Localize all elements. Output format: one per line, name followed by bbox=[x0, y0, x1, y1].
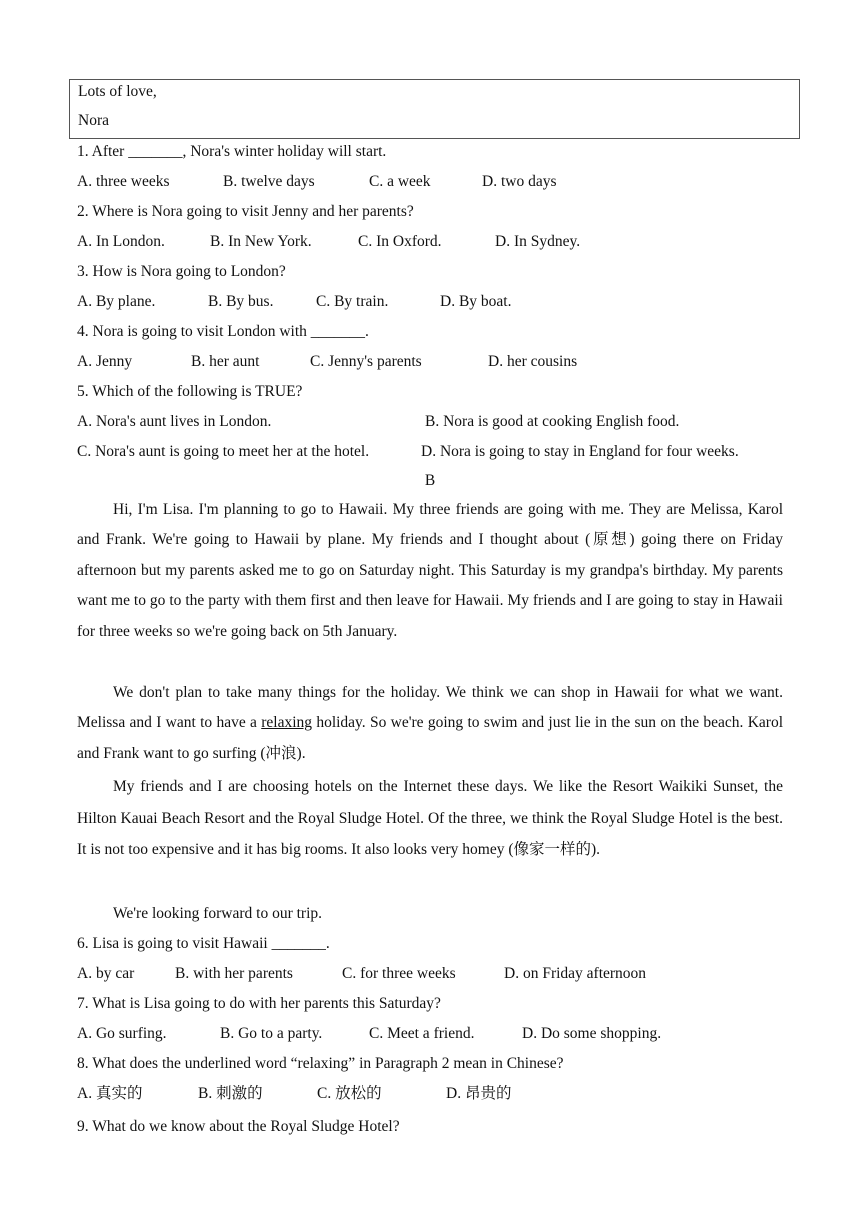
question-3-options bbox=[77, 292, 800, 312]
question-8-stem: 8. What does the underlined word “relaxing” in Paragraph 2 mean in Chinese? bbox=[77, 1055, 564, 1072]
question-7-stem: 7. What is Lisa going to do with her parents this Saturday? bbox=[77, 995, 441, 1012]
q6-option-b: B. with her parents bbox=[175, 965, 293, 982]
question-6-stem: 6. Lisa is going to visit Hawaii _______. bbox=[77, 935, 330, 952]
section-b-heading: B bbox=[424, 472, 436, 489]
q7-option-a: A. Go surfing. bbox=[77, 1025, 167, 1042]
question-7-options bbox=[77, 1024, 800, 1044]
letter-signature: Nora bbox=[78, 112, 109, 129]
q1-option-d: D. two days bbox=[482, 173, 557, 190]
question-4-stem: 4. Nora is going to visit London with _______. bbox=[77, 323, 369, 340]
question-9-stem: 9. What do we know about the Royal Sludge Hotel? bbox=[77, 1118, 400, 1135]
q7-option-c: C. Meet a friend. bbox=[369, 1025, 475, 1042]
letter-signoff: Lots of love, bbox=[78, 83, 157, 100]
question-5-options-row1 bbox=[77, 412, 800, 432]
q8-option-d: D. 昂贵的 bbox=[446, 1085, 512, 1102]
q8-option-c: C. 放松的 bbox=[317, 1085, 382, 1102]
q5-option-a: A. Nora's aunt lives in London. bbox=[77, 413, 272, 430]
q5-option-c: C. Nora's aunt is going to meet her at the hotel. bbox=[77, 443, 370, 460]
paragraph-2-text-start: We don't plan to take many things for the holiday. We think we can shop in Hawaii for what we want. Melissa and I want to have a bbox=[77, 684, 783, 732]
q4-option-c: C. Jenny's parents bbox=[310, 353, 422, 370]
q7-option-b: B. Go to a party. bbox=[220, 1025, 323, 1042]
question-1-options bbox=[77, 172, 800, 192]
passage-paragraph-1: Hi, I'm Lisa. I'm planning to go to Hawaii. My three friends are going with me. They are Melissa, Karol and Frank. We're going to Hawaii by plane. My friends and I thought about (原想) going there on Friday afternoon but my parents asked me to go on Saturday night. This Saturday is my grandpa's birthday. My parents want me to go to the party with them first and then leave for Hawaii. My friends and I are going to stay in Hawaii for three weeks so we're going back on 5th January. bbox=[77, 501, 783, 640]
q1-option-b: B. twelve days bbox=[223, 173, 315, 190]
q3-option-a: A. By plane. bbox=[77, 293, 156, 310]
q5-option-d: D. Nora is going to stay in England for four weeks. bbox=[421, 443, 739, 460]
q2-option-d: D. In Sydney. bbox=[495, 233, 581, 250]
question-4-options bbox=[77, 352, 800, 372]
q4-option-a: A. Jenny bbox=[77, 353, 133, 370]
q1-option-a: A. three weeks bbox=[77, 173, 170, 190]
q2-option-a: A. In London. bbox=[77, 233, 165, 250]
q3-option-c: C. By train. bbox=[316, 293, 389, 310]
passage-paragraph-3: My friends and I are choosing hotels on the Internet these days. We like the Resort Waikiki Sunset, the Hilton Kauai Beach Resort and the Royal Sludge Hotel. Of the three, we think the Royal Sludge Hotel is the best. It is not too expensive and it has big rooms. It also looks very homey (像家一样的). bbox=[77, 778, 783, 858]
q1-option-c: C. a week bbox=[369, 173, 431, 190]
question-3-stem: 3. How is Nora going to London? bbox=[77, 263, 286, 280]
passage-paragraph-4: We're looking forward to our trip. bbox=[113, 905, 323, 922]
q3-option-b: B. By bus. bbox=[208, 293, 274, 310]
question-1-stem: 1. After _______, Nora's winter holiday will start. bbox=[77, 143, 387, 160]
passage-paragraph-2 bbox=[77, 678, 783, 769]
q8-option-a: A. 真实的 bbox=[77, 1085, 143, 1102]
q3-option-d: D. By boat. bbox=[440, 293, 512, 310]
letter-closing-box bbox=[69, 79, 800, 139]
question-6-options bbox=[77, 964, 800, 984]
question-2-options bbox=[77, 232, 800, 252]
q2-option-b: B. In New York. bbox=[210, 233, 312, 250]
question-8-options bbox=[77, 1084, 800, 1104]
q4-option-d: D. her cousins bbox=[488, 353, 578, 370]
question-5-stem: 5. Which of the following is TRUE? bbox=[77, 383, 303, 400]
q6-option-d: D. on Friday afternoon bbox=[504, 965, 647, 982]
question-2-stem: 2. Where is Nora going to visit Jenny and her parents? bbox=[77, 203, 414, 220]
q5-option-b: B. Nora is good at cooking English food. bbox=[425, 413, 680, 430]
q2-option-c: C. In Oxford. bbox=[358, 233, 442, 250]
q8-option-b: B. 刺激的 bbox=[198, 1085, 263, 1102]
q7-option-d: D. Do some shopping. bbox=[522, 1025, 662, 1042]
q6-option-c: C. for three weeks bbox=[342, 965, 456, 982]
q4-option-b: B. her aunt bbox=[191, 353, 260, 370]
question-5-options-row2 bbox=[77, 442, 800, 462]
q6-option-a: A. by car bbox=[77, 965, 135, 982]
paragraph-2-text-end: holiday. So we're going to swim and just lie in the sun on the beach. Karol and Frank want to go surfing (冲浪). bbox=[77, 714, 783, 762]
underlined-word-relaxing: relaxing bbox=[261, 714, 313, 732]
